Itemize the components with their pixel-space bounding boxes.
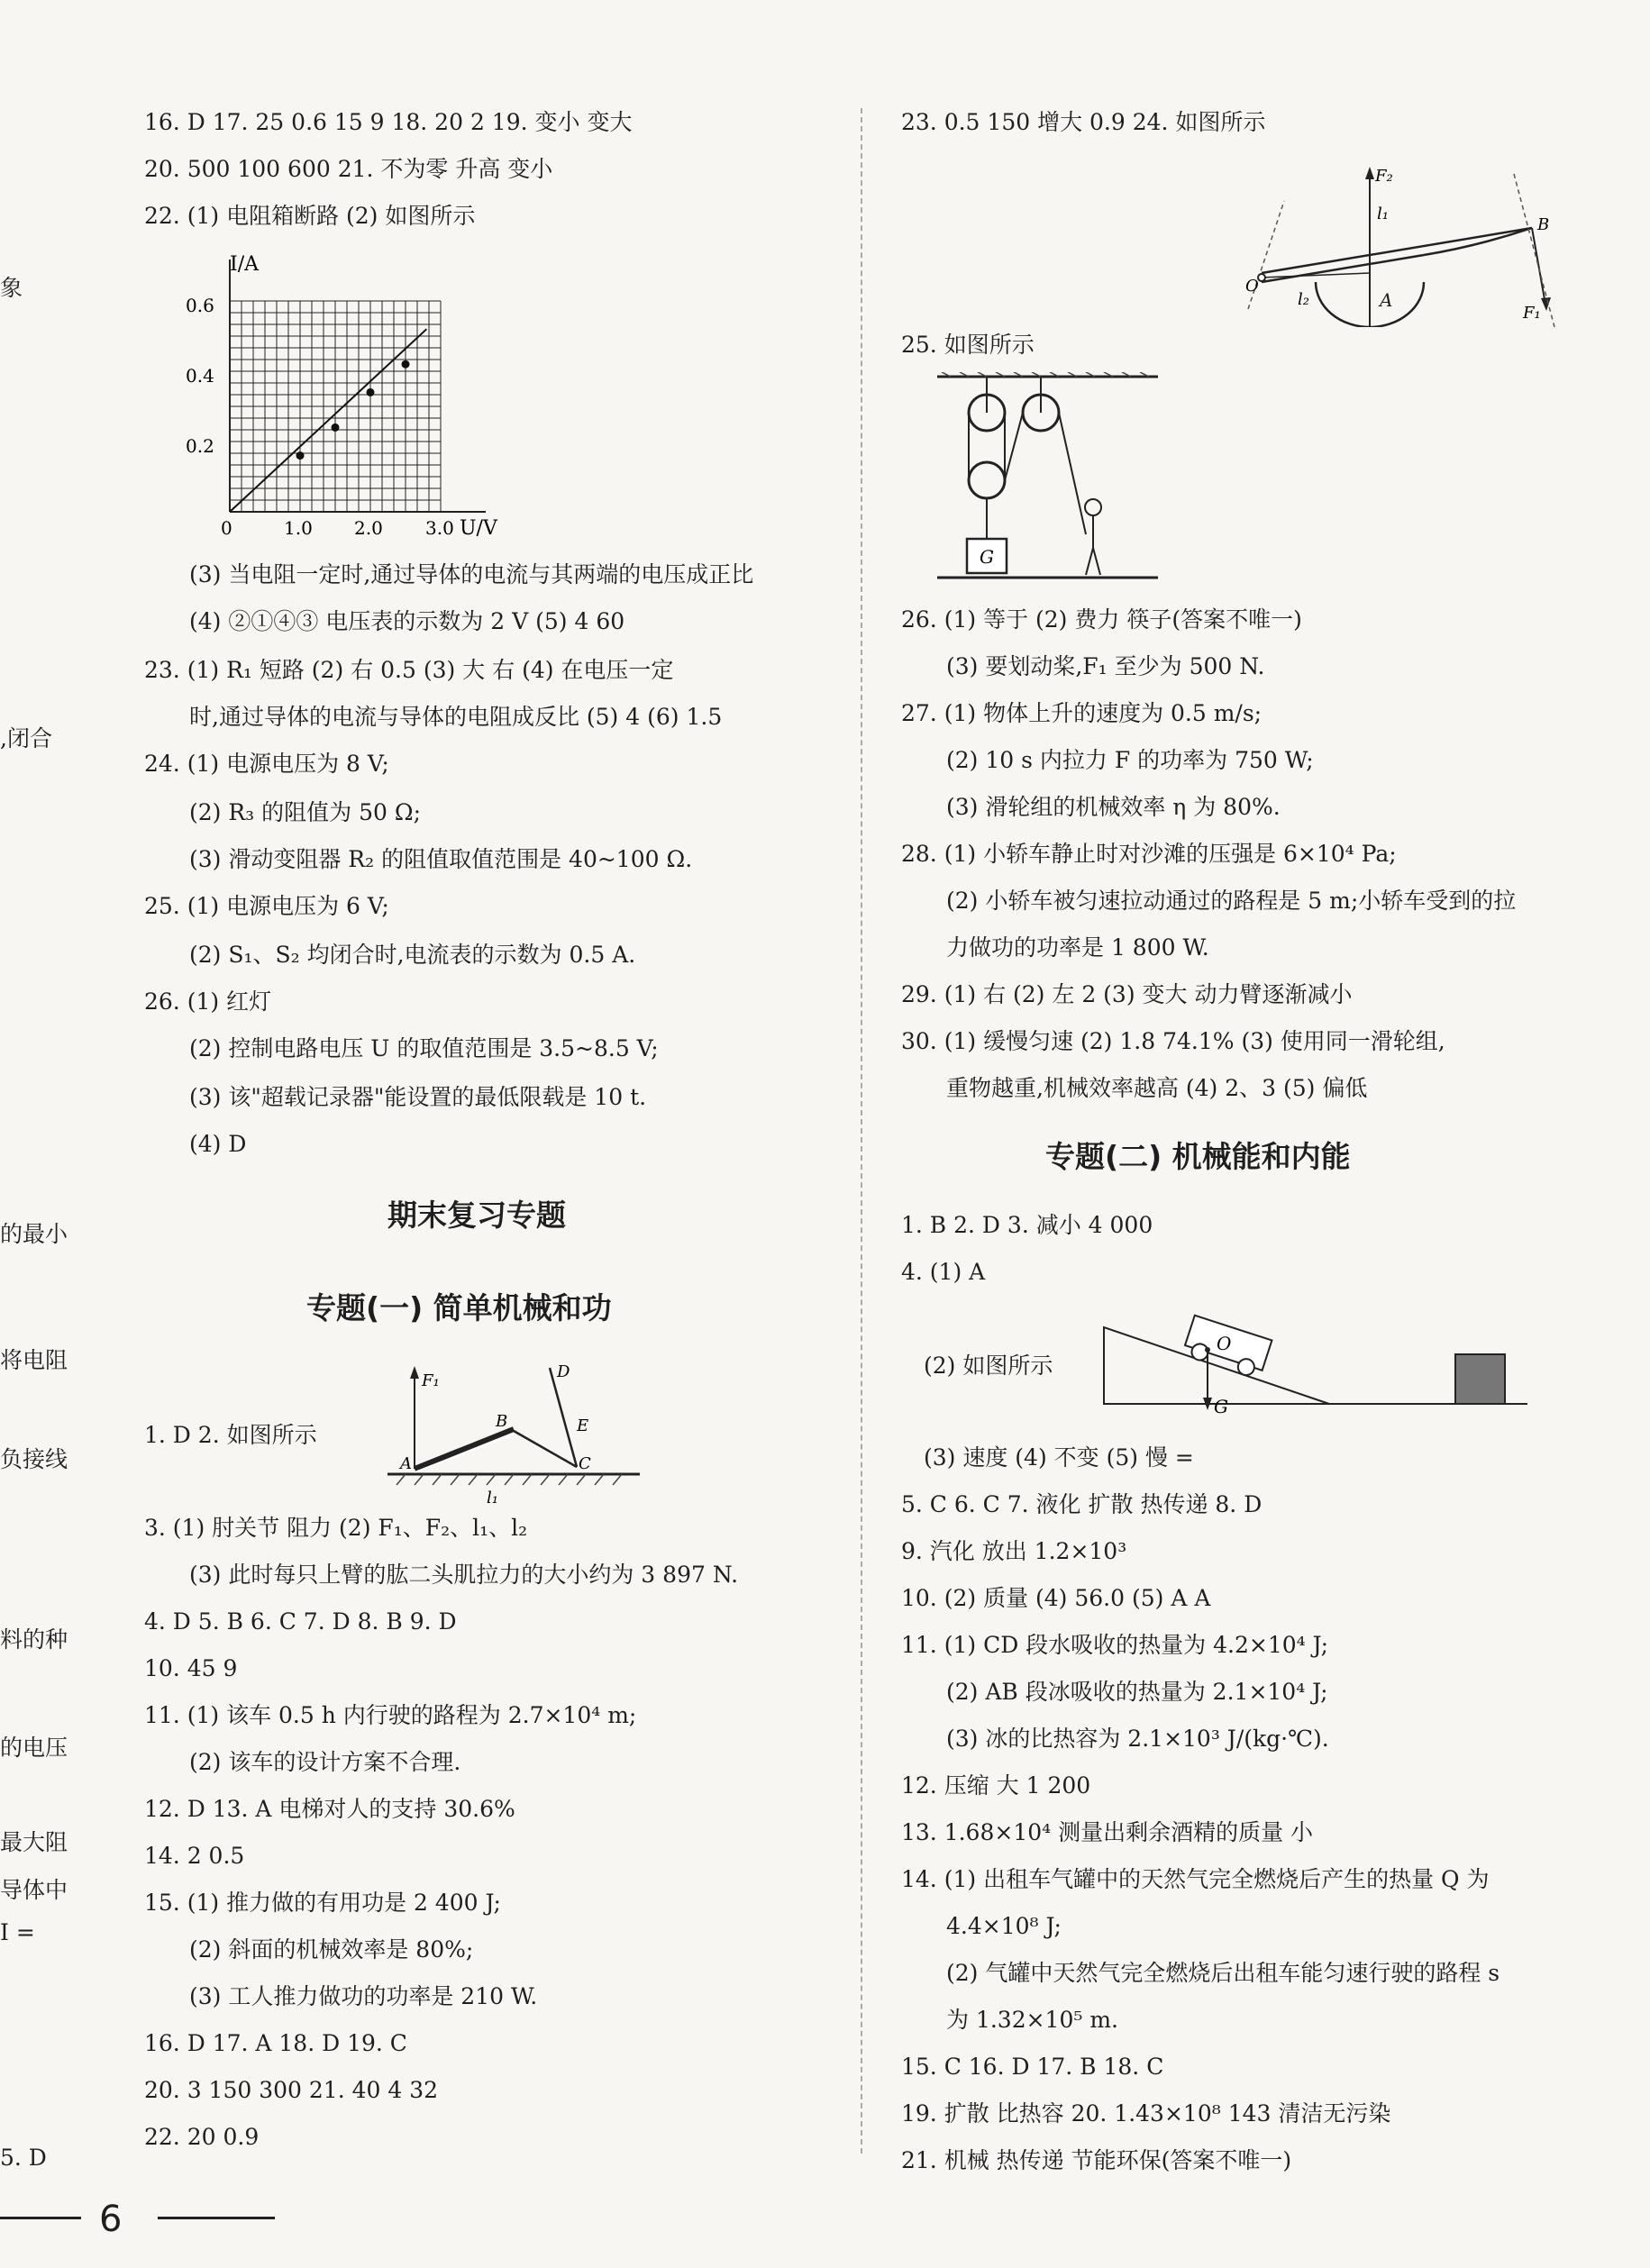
- answer-line: (3) 该"超载记录器"能设置的最低限载是 10 t.: [189, 1084, 647, 1110]
- answer-line: 10. (2) 质量 (4) 56.0 (5) A A: [901, 1585, 1211, 1611]
- answer-line: 4.4×10⁸ J;: [946, 1913, 1062, 1939]
- answer-line: 13. 1.68×10⁴ 测量出剩余酒精的质量 小: [901, 1819, 1314, 1845]
- pulley-figure: [933, 372, 1167, 588]
- answer-line: (3) 当电阻一定时,通过导体的电流与其两端的电压成正比: [189, 561, 754, 587]
- lbl-F2: F₂: [1375, 167, 1393, 186]
- answer-line: 22. 20 0.9: [144, 2124, 260, 2150]
- graph-ytick: 0.6: [186, 295, 214, 316]
- edge-text: ,闭合: [0, 725, 52, 751]
- answer-line: (2) 如图所示: [924, 1353, 1053, 1379]
- answer-line: 12. D 13. A 电梯对人的支持 30.6%: [144, 1796, 515, 1822]
- answer-line: (3) 滑轮组的机械效率 η 为 80%.: [946, 794, 1281, 820]
- lbl-F1: F₁: [1523, 304, 1541, 323]
- answer-line: 23. 0.5 150 增大 0.9 24. 如图所示: [901, 109, 1266, 135]
- graph-ytick: 0.4: [186, 365, 214, 387]
- answer-line: (3) 滑动变阻器 R₂ 的阻值取值范围是 40~100 Ω.: [189, 846, 693, 872]
- edge-text: 象: [0, 275, 23, 301]
- page-number: 6: [99, 2199, 123, 2240]
- graph-xlabel: U/V: [460, 517, 497, 540]
- answer-line: (3) 冰的比热容为 2.1×10³ J/(kg·℃).: [946, 1726, 1329, 1752]
- answer-line: 26. (1) 红灯: [144, 988, 272, 1015]
- answer-line: (2) 气罐中天然气完全燃烧后出租车能匀速行驶的路程 s: [946, 1960, 1500, 1986]
- topic-title: 专题(一) 简单机械和功: [306, 1290, 612, 1325]
- iu-graph: [180, 250, 505, 557]
- answer-line: 21. 机械 热传递 节能环保(答案不唯一): [901, 2147, 1292, 2173]
- answer-line: 25. 如图所示: [901, 332, 1035, 358]
- answer-line: (2) 控制电路电压 U 的取值范围是 3.5~8.5 V;: [189, 1035, 659, 1061]
- footer-rule-left: [0, 2217, 81, 2219]
- answer-line: (3) 工人推力做功的功率是 210 W.: [189, 1983, 538, 2009]
- answer-line: 4. D 5. B 6. C 7. D 8. B 9. D: [144, 1608, 457, 1635]
- lbl-B: B: [496, 1412, 508, 1431]
- answer-line: (2) 小轿车被匀速拉动通过的路程是 5 m;小轿车受到的拉: [946, 888, 1517, 914]
- graph-ytick: 0.2: [186, 435, 214, 457]
- answer-line: (2) 10 s 内拉力 F 的功率为 750 W;: [946, 747, 1314, 773]
- answer-line: 15. C 16. D 17. B 18. C: [901, 2054, 1164, 2080]
- answer-line: (3) 要划动桨,F₁ 至少为 500 N.: [946, 653, 1265, 679]
- data-point: [296, 451, 305, 460]
- answer-line: 10. 45 9: [144, 1655, 238, 1681]
- answer-line: 24. (1) 电源电压为 8 V;: [144, 751, 389, 777]
- fig2-label-A: A: [1380, 289, 1393, 311]
- answer-line: (4) D: [189, 1131, 247, 1157]
- answer-line: 20. 500 100 600 21. 不为零 升高 变小: [144, 156, 553, 182]
- answer-line: 力做功的功率是 1 800 W.: [946, 934, 1209, 961]
- answer-line: 为 1.32×10⁵ m.: [946, 2007, 1118, 2033]
- answer-line: 30. (1) 缓慢匀速 (2) 1.8 74.1% (3) 使用同一滑轮组,: [901, 1028, 1445, 1054]
- answer-line: (3) 速度 (4) 不变 (5) 慢 =: [924, 1444, 1194, 1471]
- answer-line: (2) 斜面的机械效率是 80%;: [189, 1936, 474, 1963]
- answer-line: 14. (1) 出租车气罐中的天然气完全燃烧后产生的热量 Q 为: [901, 1866, 1490, 1892]
- lever-figure-2: [1244, 147, 1568, 327]
- section-title: 期末复习专题: [387, 1198, 566, 1233]
- answer-line: (3) 此时每只上臂的肱二头肌拉力的大小约为 3 897 N.: [189, 1562, 739, 1588]
- slope-figure: [1095, 1282, 1563, 1426]
- answer-line: (2) AB 段冰吸收的热量为 2.1×10⁴ J;: [946, 1679, 1328, 1705]
- column-divider: [861, 108, 862, 2154]
- answer-line: 14. 2 0.5: [144, 1843, 245, 1869]
- lbl-O: O: [1217, 1333, 1232, 1354]
- answer-line: 1. B 2. D 3. 减小 4 000: [901, 1212, 1153, 1238]
- edge-text: 料的种: [0, 1626, 68, 1653]
- answer-line: 重物越重,机械效率越高 (4) 2、3 (5) 偏低: [946, 1075, 1368, 1101]
- answer-line: 19. 扩散 比热容 20. 1.43×10⁸ 143 清洁无污染: [901, 2100, 1391, 2127]
- answer-line: 22. (1) 电阻箱断路 (2) 如图所示: [144, 203, 476, 229]
- lbl-D: D: [557, 1362, 570, 1381]
- lbl-A: A: [400, 1454, 412, 1473]
- edge-text: 负接线: [0, 1446, 68, 1472]
- answer-line: 26. (1) 等于 (2) 费力 筷子(答案不唯一): [901, 606, 1302, 633]
- answer-line: 23. (1) R₁ 短路 (2) 右 0.5 (3) 大 右 (4) 在电压一定: [144, 657, 674, 683]
- fit-line: [230, 329, 426, 512]
- answer-line: 12. 压缩 大 1 200: [901, 1772, 1091, 1799]
- answer-line: (2) S₁、S₂ 均闭合时,电流表的示数为 0.5 A.: [189, 942, 636, 968]
- lbl-C: C: [579, 1454, 591, 1473]
- edge-text: 的电压: [0, 1735, 68, 1761]
- lbl-l2: l₂: [1298, 290, 1309, 309]
- answer-line: 29. (1) 右 (2) 左 2 (3) 变大 动力臂逐渐减小: [901, 981, 1353, 1007]
- lbl-B: B: [1537, 215, 1550, 234]
- answer-line: 3. (1) 肘关节 阻力 (2) F₁、F₂、l₁、l₂: [144, 1515, 528, 1541]
- answer-line: (2) 该车的设计方案不合理.: [189, 1749, 461, 1775]
- graph-axes: [230, 260, 486, 512]
- answer-line: 11. (1) 该车 0.5 h 内行驶的路程为 2.7×10⁴ m;: [144, 1702, 637, 1728]
- graph-xtick: 3.0: [425, 517, 454, 539]
- data-point: [402, 360, 410, 369]
- topic-title: 专题(二) 机械能和内能: [1045, 1139, 1351, 1174]
- answer-line: 1. D 2. 如图所示: [144, 1422, 317, 1448]
- answer-line: 25. (1) 电源电压为 6 V;: [144, 893, 389, 919]
- graph-xtick: 1.0: [284, 517, 313, 539]
- lever-figure-1: [387, 1359, 658, 1512]
- answer-line: 11. (1) CD 段水吸收的热量为 4.2×10⁴ J;: [901, 1632, 1329, 1658]
- lbl-G: G: [980, 546, 994, 568]
- graph-ylabel: I/A: [230, 253, 259, 276]
- lbl-F1: F₁: [422, 1371, 440, 1390]
- answer-line: 时,通过导体的电流与导体的电阻成反比 (5) 4 (6) 1.5: [189, 704, 723, 730]
- graph-grid: [230, 301, 441, 512]
- answer-line: 5. C 6. C 7. 液化 扩散 热传递 8. D: [901, 1491, 1263, 1517]
- graph-xtick: 2.0: [354, 517, 383, 539]
- answer-line: 16. D 17. 25 0.6 15 9 18. 20 2 19. 变小 变大: [144, 109, 633, 135]
- answer-line: 9. 汽化 放出 1.2×10³: [901, 1538, 1127, 1564]
- answer-line: 4. (1) A: [901, 1259, 986, 1285]
- answer-line: 15. (1) 推力做的有用功是 2 400 J;: [144, 1890, 501, 1916]
- lbl-E: E: [577, 1416, 589, 1435]
- edge-text: I =: [0, 1919, 35, 1945]
- lbl-l1: l₁: [1377, 205, 1389, 223]
- answer-line: 16. D 17. A 18. D 19. C: [144, 2030, 407, 2056]
- lbl-G: G: [1214, 1396, 1228, 1417]
- edge-text: 5. D: [0, 2145, 47, 2171]
- data-point: [332, 424, 340, 432]
- edge-text: 导体中: [0, 1877, 68, 1903]
- edge-text: 最大阻: [0, 1829, 68, 1855]
- answer-line: (4) ②①④③ 电压表的示数为 2 V (5) 4 60: [189, 608, 625, 634]
- lbl-O: O: [1245, 277, 1259, 296]
- answer-line: 20. 3 150 300 21. 40 4 32: [144, 2077, 439, 2103]
- edge-text: 将电阻: [0, 1347, 68, 1373]
- answer-line: 28. (1) 小轿车静止时对沙滩的压强是 6×10⁴ Pa;: [901, 841, 1397, 867]
- lbl-l1: l₁: [487, 1489, 498, 1507]
- graph-xtick: 0: [221, 517, 232, 539]
- footer-rule-right: [158, 2217, 275, 2219]
- edge-text: 的最小: [0, 1221, 68, 1247]
- data-point: [367, 388, 375, 396]
- graph-points: [230, 329, 426, 512]
- answer-line: 27. (1) 物体上升的速度为 0.5 m/s;: [901, 700, 1263, 726]
- answer-line: (2) R₃ 的阻值为 50 Ω;: [189, 799, 422, 825]
